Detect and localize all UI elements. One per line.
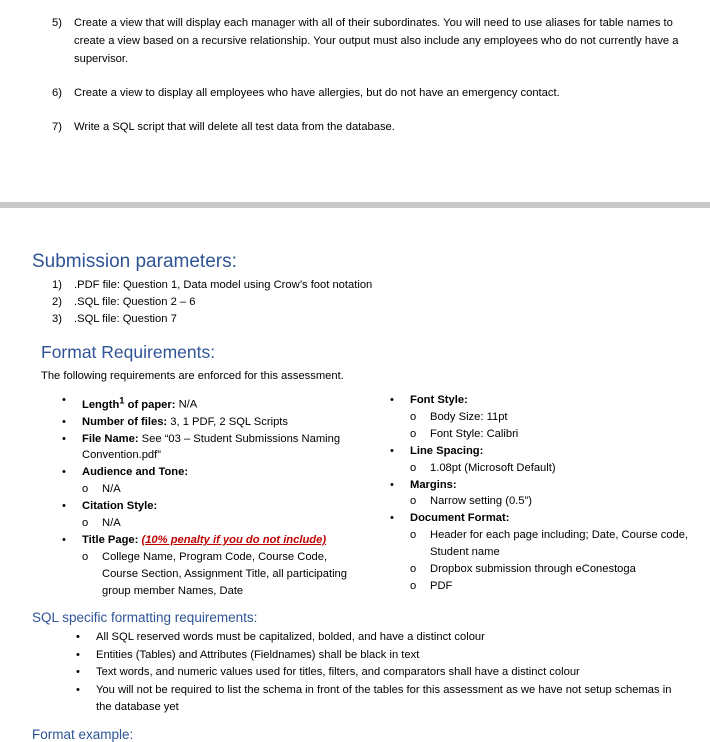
circle-bullet-icon: o bbox=[82, 550, 89, 563]
length-label: Length$^1$ of paper: bbox=[82, 395, 176, 411]
circle-bullet-icon: o bbox=[82, 483, 89, 496]
sql-heading: SQL specific formatting requirements: bbox=[32, 610, 258, 625]
sql-requirement bbox=[76, 664, 676, 682]
format-left-column bbox=[62, 392, 362, 600]
audience-label: Audience and Tone: bbox=[82, 466, 189, 479]
bullet-icon: • bbox=[76, 666, 80, 679]
citation-value-item bbox=[62, 515, 362, 532]
bullet-icon: • bbox=[62, 415, 66, 428]
margins-item bbox=[390, 477, 690, 494]
font-body-item bbox=[390, 409, 690, 426]
font-body-value: Body Size: 11pt bbox=[430, 410, 508, 423]
circle-bullet-icon: o bbox=[410, 495, 417, 508]
submission-list bbox=[52, 277, 552, 328]
circle-bullet-icon: o bbox=[82, 517, 89, 530]
question-6 bbox=[52, 84, 682, 102]
circle-bullet-icon: o bbox=[410, 529, 417, 542]
question-6-text: Create a view to display all employees who have allergies, but do not have an emergency contact. bbox=[74, 87, 560, 99]
document-pdf-value: PDF bbox=[430, 579, 453, 592]
title-page-value-item bbox=[62, 549, 362, 600]
question-5-text: Create a view that will display each manager with all of their subordinates. You will need to use aliases for table names to create a view based on a recursive relationship. Your output must also include any employees who do not currently have a supervisor. bbox=[74, 17, 679, 65]
bullet-icon: • bbox=[76, 631, 80, 643]
document-dropbox-value: Dropbox submission through eConestoga bbox=[430, 563, 636, 576]
question-5 bbox=[52, 14, 682, 68]
font-family-value: Font Style: Calibri bbox=[430, 427, 519, 440]
font-style-label: Font Style: bbox=[410, 394, 468, 406]
margins-label: Margins: bbox=[410, 478, 457, 491]
line-spacing-label: Line Spacing: bbox=[410, 444, 484, 457]
submission-item bbox=[52, 277, 552, 294]
submission-item-number: 3) bbox=[52, 313, 62, 325]
format-right-column bbox=[390, 392, 690, 595]
sql-requirement bbox=[76, 629, 676, 647]
line-spacing-value-item bbox=[390, 460, 690, 477]
document-header-item bbox=[390, 527, 690, 561]
files-item bbox=[62, 414, 362, 431]
line-spacing-item bbox=[390, 443, 690, 460]
bullet-icon: • bbox=[390, 478, 394, 491]
title-page-item bbox=[62, 532, 362, 549]
format-heading: Format Requirements: bbox=[41, 342, 216, 362]
title-page-penalty: (10% penalty if you do not include) bbox=[141, 533, 327, 546]
filename-value: See “03 – Student Submissions Naming Convention.pdf” bbox=[82, 432, 341, 462]
circle-bullet-icon: o bbox=[410, 461, 417, 474]
audience-item bbox=[62, 464, 362, 481]
filename-item bbox=[62, 431, 362, 465]
length-item bbox=[62, 392, 362, 414]
sql-requirement-text: Text words, and numeric values used for titles, filters, and comparators shall have a distinct colour bbox=[96, 666, 580, 679]
question-7-text: Write a SQL script that will delete all test data from the database. bbox=[74, 121, 395, 133]
submission-item bbox=[52, 294, 552, 311]
question-7-number: 7) bbox=[52, 121, 62, 133]
submission-item-text: .SQL file: Question 7 bbox=[74, 313, 177, 325]
sql-requirement bbox=[76, 647, 676, 665]
submission-item-number: 2) bbox=[52, 296, 62, 308]
sql-requirement-text: All SQL reserved words must be capitalized, bolded, and have a distinct colour bbox=[96, 631, 485, 643]
audience-value: N/A bbox=[102, 483, 121, 496]
sql-requirements-list bbox=[76, 629, 676, 717]
format-example-heading: Format example: bbox=[32, 727, 134, 742]
question-list bbox=[52, 14, 682, 136]
submission-item bbox=[52, 311, 552, 328]
sql-requirement bbox=[76, 682, 676, 717]
title-page-value: College Name, Program Code, Course Code, Course Section, Assignment Title, all participating group member Names, Date bbox=[102, 550, 348, 597]
submission-item-text: .PDF file: Question 1, Data model using Crow’s foot notation bbox=[74, 279, 373, 291]
title-page-label: Title Page: bbox=[82, 533, 139, 546]
footnote-marker: 1 bbox=[119, 395, 125, 405]
question-7 bbox=[52, 118, 682, 136]
audience-value-item bbox=[62, 481, 362, 498]
citation-label: Citation Style: bbox=[82, 500, 158, 513]
circle-bullet-icon: o bbox=[410, 410, 417, 423]
format-intro: The following requirements are enforced for this assessment. bbox=[41, 370, 344, 382]
question-5-number: 5) bbox=[52, 17, 62, 29]
sql-requirement-text: You will not be required to list the schema in front of the tables for this assessment as we have not setup schemas in the database yet bbox=[96, 683, 672, 714]
page-bottom bbox=[0, 208, 710, 742]
files-label: Number of files: bbox=[82, 415, 168, 428]
document-format-label: Document Format: bbox=[410, 512, 510, 525]
submission-item-number: 1) bbox=[52, 279, 62, 291]
files-value: 3, 1 PDF, 2 SQL Scripts bbox=[167, 415, 288, 428]
bullet-icon: • bbox=[62, 466, 66, 479]
sql-requirement-text: Entities (Tables) and Attributes (Fieldnames) shall be black in text bbox=[96, 648, 420, 661]
submission-item-text: .SQL file: Question 2 – 6 bbox=[74, 296, 196, 308]
bullet-icon: • bbox=[62, 432, 66, 445]
font-family-item bbox=[390, 426, 690, 443]
line-spacing-value: 1.08pt (Microsoft Default) bbox=[430, 461, 556, 474]
submission-heading: Submission parameters: bbox=[32, 251, 237, 272]
font-style-item bbox=[390, 392, 690, 409]
bullet-icon: • bbox=[390, 394, 394, 406]
circle-bullet-icon: o bbox=[410, 579, 417, 592]
bullet-icon: • bbox=[62, 533, 66, 546]
filename-label: File Name: bbox=[82, 432, 139, 445]
bullet-icon: • bbox=[62, 394, 66, 406]
bullet-icon: • bbox=[390, 444, 394, 457]
length-value: N/A bbox=[175, 398, 198, 411]
circle-bullet-icon: o bbox=[410, 563, 417, 576]
page-top bbox=[0, 0, 710, 202]
bullet-icon: • bbox=[62, 500, 66, 513]
margins-value: Narrow setting (0.5”) bbox=[430, 495, 532, 508]
bullet-icon: • bbox=[76, 648, 80, 661]
circle-bullet-icon: o bbox=[410, 427, 417, 440]
question-6-number: 6) bbox=[52, 87, 62, 99]
bullet-icon: • bbox=[76, 683, 80, 696]
document-dropbox-item bbox=[390, 561, 690, 578]
bullet-icon: • bbox=[390, 512, 394, 525]
margins-value-item bbox=[390, 493, 690, 510]
citation-value: N/A bbox=[102, 517, 121, 530]
document-pdf-item bbox=[390, 578, 690, 595]
document-format-item bbox=[390, 510, 690, 527]
citation-item bbox=[62, 498, 362, 515]
document-header-value: Header for each page including; Date, Course code, Student name bbox=[430, 529, 689, 559]
